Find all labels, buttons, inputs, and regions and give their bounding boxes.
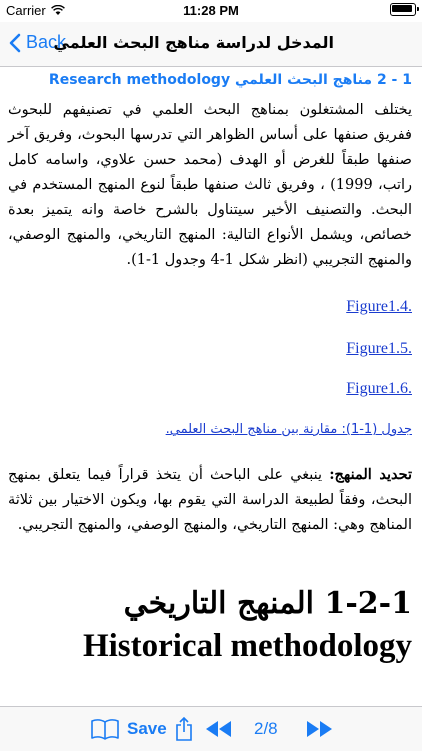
bookmark-button[interactable] bbox=[90, 707, 120, 751]
navigation-bar bbox=[0, 22, 422, 67]
fast-forward-icon bbox=[305, 721, 333, 737]
page-indicator: 2/8 bbox=[254, 719, 278, 738]
back-button-label: Back bbox=[26, 32, 67, 52]
battery-icon bbox=[390, 3, 416, 16]
paragraph-intro: يختلف المشتغلون بمناهج البحث العلمي في تصنيفهم للبحوث ففريق صنفها على أساس الظواهر التي تدرسها البحوث، وفريق آخر صنفها طبقاً للغرض أو الهدف (محمد حسن علاوي، واسامه كامل راتب، 1999) ، وفريق ثالث صنفها طبقاً لنوع المنهج المستخدم في البحث. والتصنيف الأخير سيتناول بالشرح خاصة وانه يتميز بعدة خصائص، ويشمل الأنواع التالية: المنهج التاريخي، والمنهج الوصفي، والمنهج التجريبي (انظر شكل 1-4 وجدول 1-1). bbox=[8, 102, 413, 268]
section-heading: 1 - 2 مناهج البحث العلمي Research methodology bbox=[48, 72, 412, 88]
rewind-icon bbox=[205, 721, 233, 737]
page-title: المدخل لدراسة مناهج البحث العلمي bbox=[53, 33, 334, 52]
next-page-button[interactable] bbox=[305, 707, 333, 751]
figure-link-1-4[interactable]: .Figure1.4 bbox=[346, 298, 412, 315]
save-button[interactable]: Save bbox=[127, 719, 167, 738]
figure-link-1-5[interactable]: .Figure1.5 bbox=[346, 340, 412, 357]
heading-historical-english: Historical methodology bbox=[82, 628, 412, 664]
table-link-1-1[interactable]: جدول (1-1): مقارنة بين مناهج البحث العلمي. bbox=[165, 422, 412, 437]
chevron-left-icon bbox=[8, 33, 22, 53]
share-icon bbox=[174, 716, 194, 742]
book-icon bbox=[90, 718, 120, 740]
status-bar bbox=[0, 0, 422, 22]
status-right bbox=[390, 3, 416, 16]
paragraph-method-text: ينبغي على الباحث أن يتخذ قراراً فيما يتعلق بمنهج البحث، وفقاً لطبيعة الدراسة التي يقوم بها، ويكون الاختيار بين ثلاثة المناهج وهي: المنهج التاريخي، والمنهج الوصفي، والمنهج التجريبي. bbox=[8, 467, 412, 533]
article-content[interactable] bbox=[0, 66, 422, 706]
carrier-label: Carrier bbox=[6, 3, 46, 18]
figure-link-1-6[interactable]: .Figure1.6 bbox=[346, 380, 412, 397]
paragraph-method-selection bbox=[8, 462, 412, 538]
status-time: 11:28 PM bbox=[183, 3, 239, 18]
share-button[interactable] bbox=[174, 707, 194, 751]
term-label: تحديد المنهج: bbox=[329, 466, 412, 483]
previous-page-button[interactable] bbox=[205, 707, 233, 751]
bottom-toolbar bbox=[0, 706, 422, 751]
heading-historical-arabic: 1-2-1 المنهج التاريخي bbox=[123, 586, 412, 621]
